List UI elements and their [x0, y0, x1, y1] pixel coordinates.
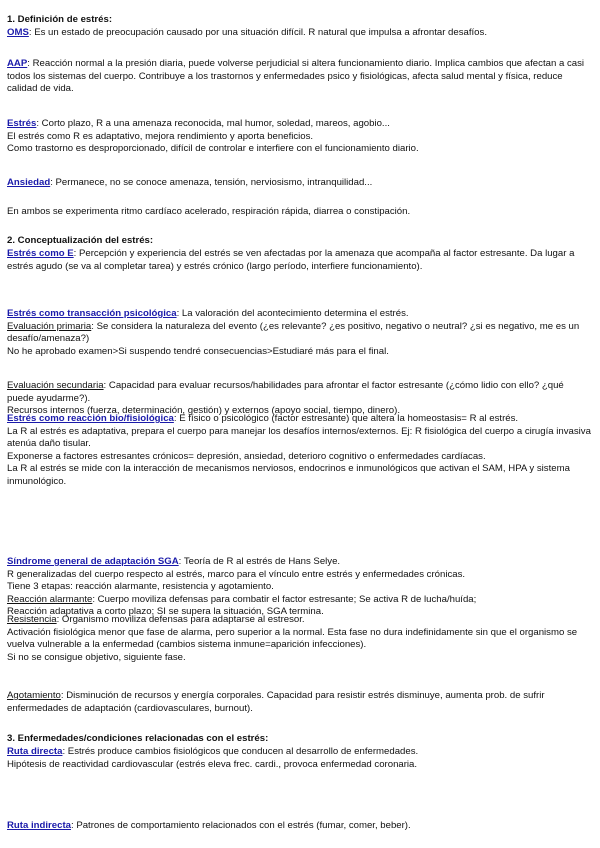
section-1-heading: 1. Definición de estrés:	[7, 14, 113, 25]
estres-term: Estrés	[7, 118, 37, 129]
ansiedad-definition: Ansiedad: Permanece, no se conoce amenaza, tensión, nerviosismo, intranquilidad...	[7, 177, 373, 188]
section-2-heading: 2. Conceptualización del estrés:	[7, 235, 154, 246]
estres-como-e-term: Estrés como E	[7, 248, 74, 259]
sga-paragraph: Síndrome general de adaptación SGA: Teoría de R al estrés de Hans Selye. R generalizadas del cuerpo respecto al estrés, marco para el vínculo entre estrés y enfermedades crónicas. Tiene 3 etapas: reacción alarmante, resistencia y agotamiento. Reacción alarmante: Cuerpo moviliza defensas para combatir el factor estresante; Se activa R de lucha/huída; Reacción adaptativa a corto plazo; SI se supera la situación, SGA termina.	[7, 556, 477, 617]
aap-term: AAP	[7, 58, 28, 69]
ambos-paragraph: En ambos se experimenta ritmo cardíaco acelerado, respiración rápida, diarrea o constipación.	[7, 206, 411, 217]
ruta-indirecta-term: Ruta indirecta	[7, 820, 71, 831]
aap-definition: AAP: Reacción normal a la presión diaria, puede volverse perjudicial si altera funcionamiento diario. Implica cambios que afectan a casi todos los sistemas del cuerpo. Contribuye a los trastornos y enfermedades psico y fisiológicas, afecta salud mental y física, reduce calidad de vida.	[7, 58, 585, 94]
oms-term: OMS	[7, 27, 29, 38]
resistencia-paragraph: Resistencia: Organismo moviliza defensas para adaptarse al estresor. Activación fisiológica menor que fase de alarma, pero superior a la normal. Esta fase no dura indefinidamente sin que el organismo se vuelva vulnerable a la enfermedad (cambios sistema inmune=aparición infecciones). Si no se consigue objetivo, siguiente fase.	[7, 614, 578, 663]
agotamiento-paragraph: Agotamiento: Disminución de recursos y energía corporales. Capacidad para resistir estrés disminuye, aumenta prob. de sufrir enfermedades de adaptación (cardiovasculares, burnout).	[7, 690, 545, 714]
estres-definition: Estrés: Corto plazo, R a una amenaza reconocida, mal humor, soledad, mareos, agobio... El estrés como R es adaptativo, mejora rendimiento y aporta beneficios. Como trastorno es desproporcionado, difícil de controlar e interfiere con el funcionamiento diario.	[7, 118, 419, 154]
evaluacion-secundaria: Evaluación secundaria: Capacidad para evaluar recursos/habilidades para afrontar el factor estresante (¿cómo lidio con ello? ¿qué puede ayudarme?). Recursos internos (fuerza, determinación, gestión) y externos (apoyo social, tiempo, dinero).	[7, 380, 564, 416]
transaccion-term: Estrés como transacción psicológica	[7, 308, 177, 319]
reaccion-term: Estrés como reacción bio/fisiológica	[7, 413, 174, 424]
ruta-indirecta: Ruta indirecta: Patrones de comportamiento relacionados con el estrés (fumar, comer, beber).	[7, 820, 411, 831]
ruta-directa: Ruta directa: Estrés produce cambios fisiológicos que conducen al desarrollo de enfermedades. Hipótesis de reactividad cardiovascular (estrés eleva frec. cardi., provoca enfermedad coronaria.	[7, 746, 419, 770]
ruta-directa-term: Ruta directa	[7, 746, 63, 757]
transaccion-psicologica: Estrés como transacción psicológica: La valoración del acontecimiento determina el estrés. Evaluación primaria: Se considera la naturaleza del evento (¿es relevante? ¿es positivo, negativo o neutral? ¿si es negativo, me es un desafío/amenaza?) No he aprobado examen>Si suspendo tendré consecuencias>Estudiaré más para el final.	[7, 308, 580, 357]
section-3-heading: 3. Enfermedades/condiciones relacionadas con el estrés:	[7, 733, 269, 744]
oms-definition: OMS: Es un estado de preocupación causado por una situación difícil. R natural que impulsa a afrontar desafíos.	[7, 27, 487, 38]
sga-term: Síndrome general de adaptación SGA	[7, 556, 179, 567]
estres-como-e: Estrés como E: Percepción y experiencia del estrés se ven afectadas por la amenaza que acompaña al factor estresante. Da lugar a estrés agudo (se va al completar tarea) y estrés crónico (largo período, interfiere funcionamiento).	[7, 248, 575, 272]
reaccion-biofisiologica: Estrés como reacción bio/fisiológica: E físico o psicológico (factor estresante) que altera la homeostasis= R al estrés. La R al estrés es adaptativa, prepara el cuerpo para manejar los desafíos internos/externos. Ej: R fisiológica del cuerpo a cirugía invasiva atenúa daño tisular. Exponerse a factores estresantes crónicos= depresión, ansiedad, deterioro cognitivo o enfermedades cardíacas. La R al estrés se mide con la interacción de mecanismos nerviosos, endocrinos e inmunológicos que activan el SAM, HPA y sistema inmunológico.	[7, 413, 591, 487]
ansiedad-term: Ansiedad	[7, 177, 51, 188]
